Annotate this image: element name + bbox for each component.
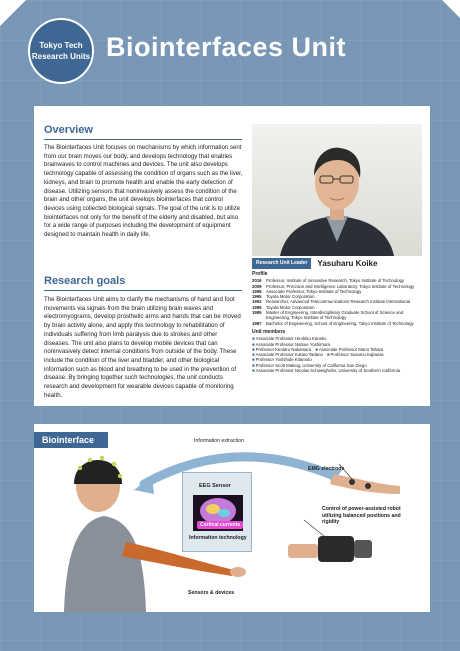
member-name: Professor Yoshihide Kitamoto bbox=[255, 357, 312, 363]
profile-year: 2009 bbox=[252, 283, 262, 289]
brain-scan-image bbox=[193, 495, 243, 531]
profile-year: 1992 bbox=[252, 299, 262, 305]
member-name: Associate Professor Mario Tahara bbox=[318, 346, 384, 352]
leader-bar bbox=[252, 258, 422, 269]
profile-block bbox=[252, 272, 424, 373]
member-name: Professor Kentaro Nakamura bbox=[255, 346, 312, 352]
badge-line2: Research Units bbox=[31, 52, 91, 61]
emg-electrode-label: EMG electrode bbox=[308, 466, 345, 472]
eeg-sensor-label: EEG Sensor bbox=[199, 483, 231, 489]
profile-year: 1995 bbox=[252, 294, 262, 300]
profile-text: Toyota Motor Corporation bbox=[266, 304, 315, 310]
eeg-box bbox=[182, 472, 252, 552]
profile-text: Professor, Institute of Innovative Research, Tokyo Institute of Technology bbox=[266, 278, 405, 284]
bullet-icon: ■ bbox=[252, 352, 255, 358]
bullet-icon: ■ bbox=[252, 341, 255, 347]
profile-text: Associate Professor, Tokyo Institute of Technology bbox=[266, 288, 362, 294]
corner-fold-right bbox=[442, 0, 460, 18]
bullet-icon: ■ bbox=[252, 357, 255, 363]
profile-year: 1987 bbox=[252, 320, 262, 326]
profile-heading: Profile bbox=[252, 271, 268, 277]
information-technology-label: Information technology bbox=[189, 535, 247, 541]
member-name: Associate Professor Natsue Yoshimura bbox=[255, 341, 330, 347]
profile-year: 1989 bbox=[252, 310, 262, 316]
bullet-icon: ■ bbox=[326, 352, 330, 358]
page-title: Biointerfaces Unit bbox=[106, 32, 347, 62]
biointerface-diagram bbox=[34, 424, 430, 612]
overview-heading: Overview bbox=[44, 124, 93, 136]
member-item bbox=[327, 352, 384, 357]
profile-year: 2016 bbox=[252, 278, 262, 284]
research-rule bbox=[44, 290, 242, 291]
member-name: Professor Susumu Kajiwara bbox=[330, 352, 384, 358]
profile-year: 1989 bbox=[252, 304, 262, 310]
badge-line1: Tokyo Tech bbox=[39, 41, 83, 50]
diagram-label: Biointerface bbox=[34, 432, 108, 448]
member-item bbox=[252, 368, 400, 373]
bullet-icon: ■ bbox=[252, 346, 255, 352]
corner-fold bbox=[0, 0, 26, 26]
research-text: The Biointerfaces Unit aims to clarify the mechanisms of hand and foot movements via signals from the brain utilizing brain waves and electromyograms, develop prosthetic arms and hands that can be moved by brain activity alone, and apply this technology to rehabilitation of individuals suffering from limb paralysis due to strokes and other diseases. The unit also plans to develop mobile devices that can noninvasively detect internal conditions from outside of the body. These include the condition of the liver and bladder, and other biological information such as blood and breathing to be used in the prevention of disease. By bringing together such technologies, the unit conducts research and development for wearable devices capable of monitoring health. bbox=[44, 296, 241, 399]
profile-text: Researcher, Advanced Telecommunications Research Institute International bbox=[266, 299, 410, 305]
members-heading: Unit members bbox=[252, 328, 286, 335]
research-heading: Research goals bbox=[44, 275, 126, 287]
bullet-icon: ■ bbox=[252, 368, 255, 374]
leader-photo bbox=[252, 124, 422, 256]
member-name: Professor Scott Makeig, University of California San Diego bbox=[255, 362, 367, 368]
control-text: Control of power-assisted robot utilizing balanced positions and rigidity bbox=[322, 506, 401, 525]
profile-row bbox=[252, 321, 424, 326]
leader-label: Research Unit Leader bbox=[252, 258, 311, 269]
bullet-icon: ■ bbox=[252, 336, 255, 342]
profile-text: Professor, Precision and Intelligence Laboratory, Tokyo Institute of Technology bbox=[266, 283, 415, 289]
profile-text: Master of Engineering, Interdisciplinary Graduate School of Science and Engineering, Tokyo Institute of Technology bbox=[266, 310, 404, 321]
overview-text: The Biointerfaces Unit focuses on mechanisms by which information sent from our brain moves our body, and develops technology that enables brainwaves to control machines and devices. The unit also develops technology capable of assessing the condition of organs such as the liver, kidneys, and brain to promote health and enable the early detection of disease. Utilizing sensors that noninvasively assess the condition of the brain and other organs, the unit develops biointerfaces that control devices using collected biological signals. The goal of the unit is to utilize biointerfaces not only for the benefit of the elderly and disabled, but also for a wide range of purposes including the development of equipment designed to maintain health in daily life. bbox=[44, 144, 243, 239]
profile-text: Bachelor of Engineering, School of Engineering, Tokyo Institute of Technology bbox=[266, 320, 414, 326]
bullet-icon: ■ bbox=[315, 346, 318, 352]
profile-year: 1998 bbox=[252, 288, 262, 294]
leader-name: Yasuharu Koike bbox=[317, 259, 378, 268]
profile-text: Toyota Motor Corporation bbox=[266, 294, 315, 300]
profile-row bbox=[252, 310, 424, 321]
member-name: Associate Professor Hirohiko Kaneko bbox=[255, 336, 327, 342]
member-name: Associate Professor Nicolas Schweighofer, University of Southern California bbox=[255, 368, 401, 374]
member-row bbox=[252, 368, 424, 373]
overview-rule bbox=[44, 139, 242, 140]
content-sheet bbox=[34, 106, 430, 406]
tokyo-tech-badge bbox=[28, 18, 94, 84]
bullet-icon: ■ bbox=[252, 362, 255, 368]
sensors-devices-label: Sensors & devices bbox=[188, 590, 235, 596]
cortical-currents-label: Cortical currents bbox=[197, 521, 243, 529]
member-name: Associate Professor Kotaro Tadano bbox=[255, 352, 323, 358]
info-extraction-label: Information extraction bbox=[194, 438, 244, 444]
